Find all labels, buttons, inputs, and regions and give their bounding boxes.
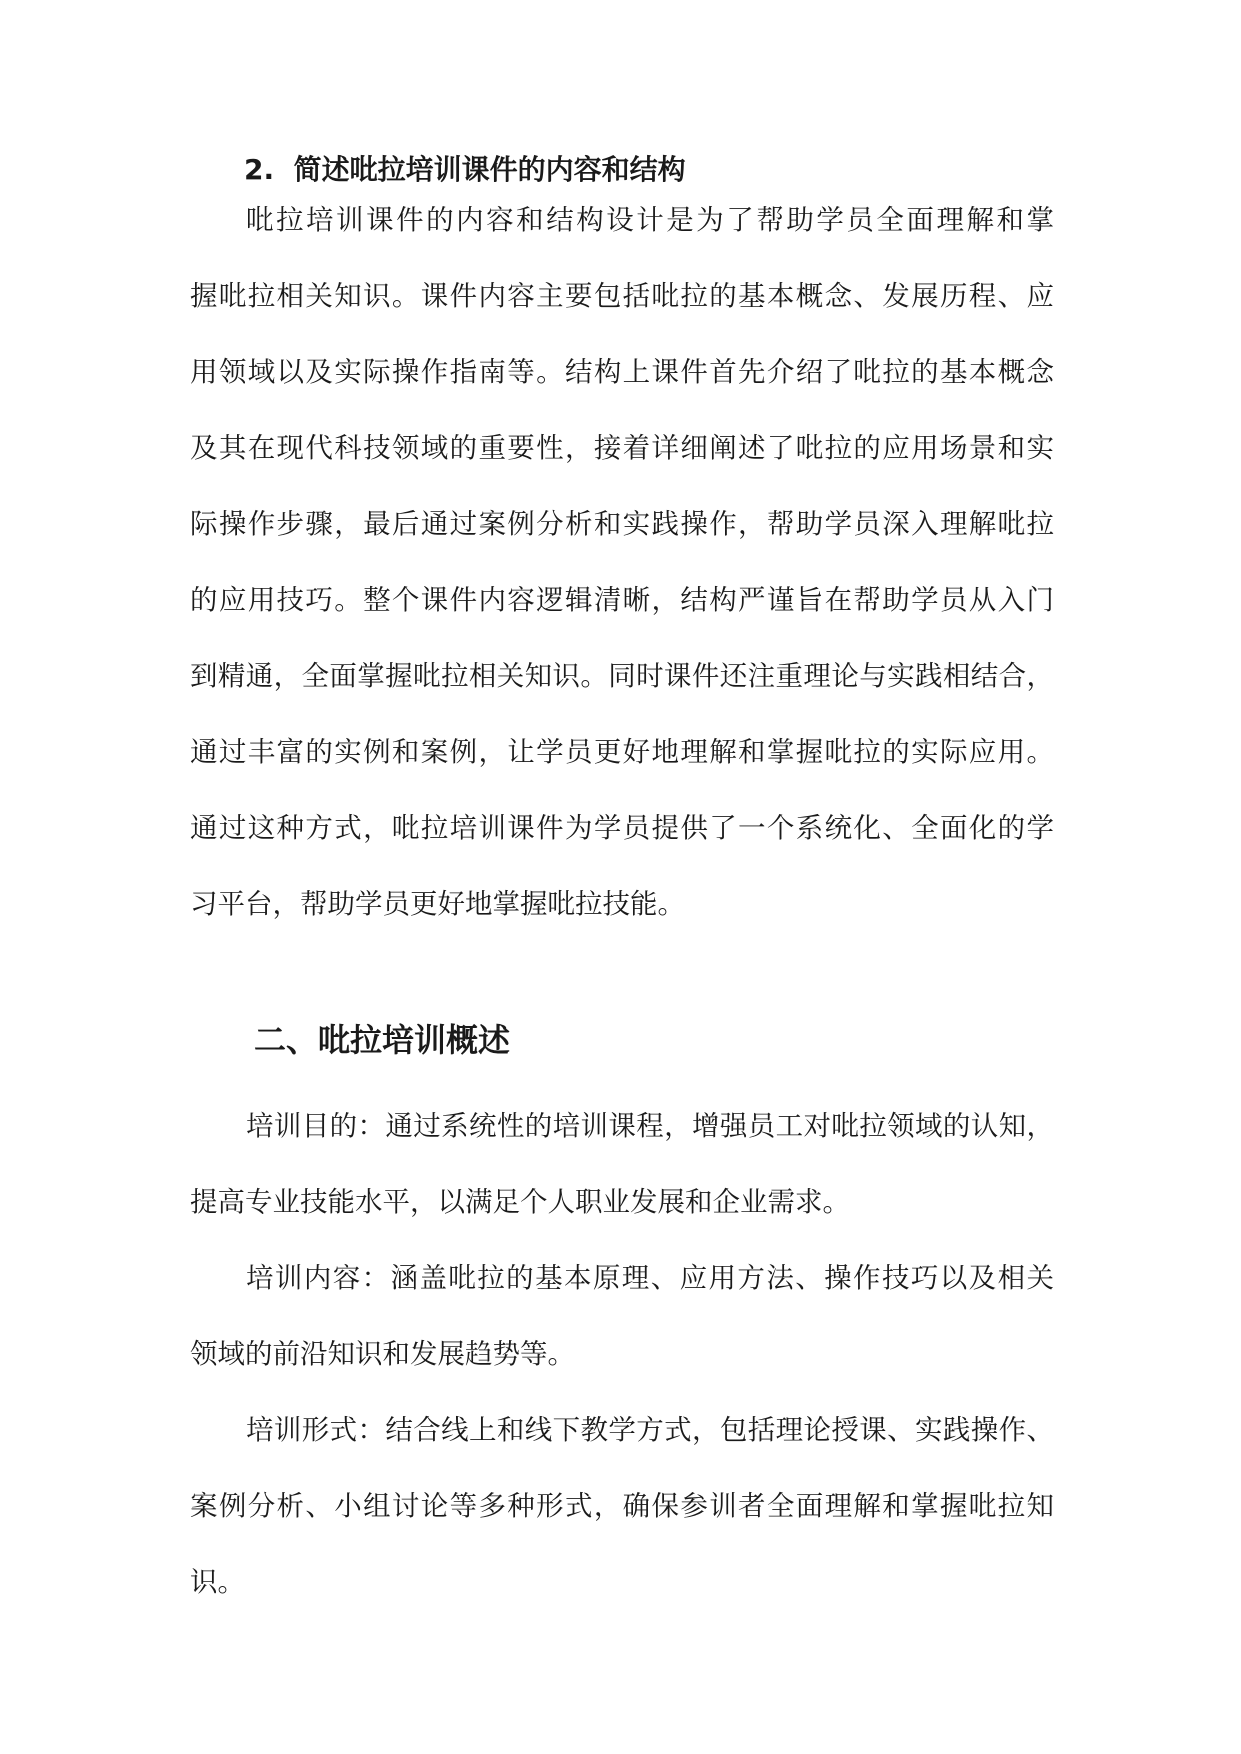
- paragraph-line: 及其在现代科技领域的重要性，接着详细阐述了吡拉的应用场景和实: [190, 432, 1054, 464]
- paragraph-line: 培训内容：涵盖吡拉的基本原理、应用方法、操作技巧以及相关: [246, 1262, 1054, 1294]
- paragraph-line: 到精通，全面掌握吡拉相关知识。同时课件还注重理论与实践相结合，: [190, 660, 1054, 692]
- paragraph-line: 案例分析、小组讨论等多种形式，确保参训者全面理解和掌握吡拉知: [190, 1490, 1054, 1522]
- intro-paragraph: [190, 182, 1054, 942]
- section-heading: 二、吡拉培训概述: [254, 1021, 511, 1059]
- paragraph-line: 用领域以及实际操作指南等。结构上课件首先介绍了吡拉的基本概念: [190, 356, 1054, 388]
- paragraph-line: 培训目的：通过系统性的培训课程，增强员工对吡拉领域的认知，: [246, 1110, 1054, 1142]
- paragraph-line: 提高专业技能水平，以满足个人职业发展和企业需求。: [190, 1186, 850, 1218]
- paragraph-line: 培训形式：结合线上和线下教学方式，包括理论授课、实践操作、: [246, 1414, 1054, 1446]
- paragraph-line: 通过这种方式，吡拉培训课件为学员提供了一个系统化、全面化的学: [190, 812, 1054, 844]
- paragraph-line: 的应用技巧。整个课件内容逻辑清晰，结构严谨旨在帮助学员从入门: [190, 584, 1054, 616]
- training-goal-paragraph: [190, 1088, 1054, 1240]
- paragraph-line: 领域的前沿知识和发展趋势等。: [190, 1338, 575, 1370]
- training-format-paragraph: [190, 1392, 1054, 1620]
- training-content-paragraph: [190, 1240, 1054, 1392]
- paragraph-line: 握吡拉相关知识。课件内容主要包括吡拉的基本概念、发展历程、应: [190, 280, 1054, 312]
- paragraph-line: 通过丰富的实例和案例，让学员更好地理解和掌握吡拉的实际应用。: [190, 736, 1054, 768]
- paragraph-line: 吡拉培训课件的内容和结构设计是为了帮助学员全面理解和掌: [246, 204, 1054, 236]
- subheading: 2. 简述吡拉培训课件的内容和结构: [244, 153, 686, 186]
- paragraph-line: 际操作步骤，最后通过案例分析和实践操作，帮助学员深入理解吡拉: [190, 508, 1054, 540]
- paragraph-line: 识。: [190, 1566, 245, 1598]
- paragraph-line: 习平台，帮助学员更好地掌握吡拉技能。: [190, 888, 685, 920]
